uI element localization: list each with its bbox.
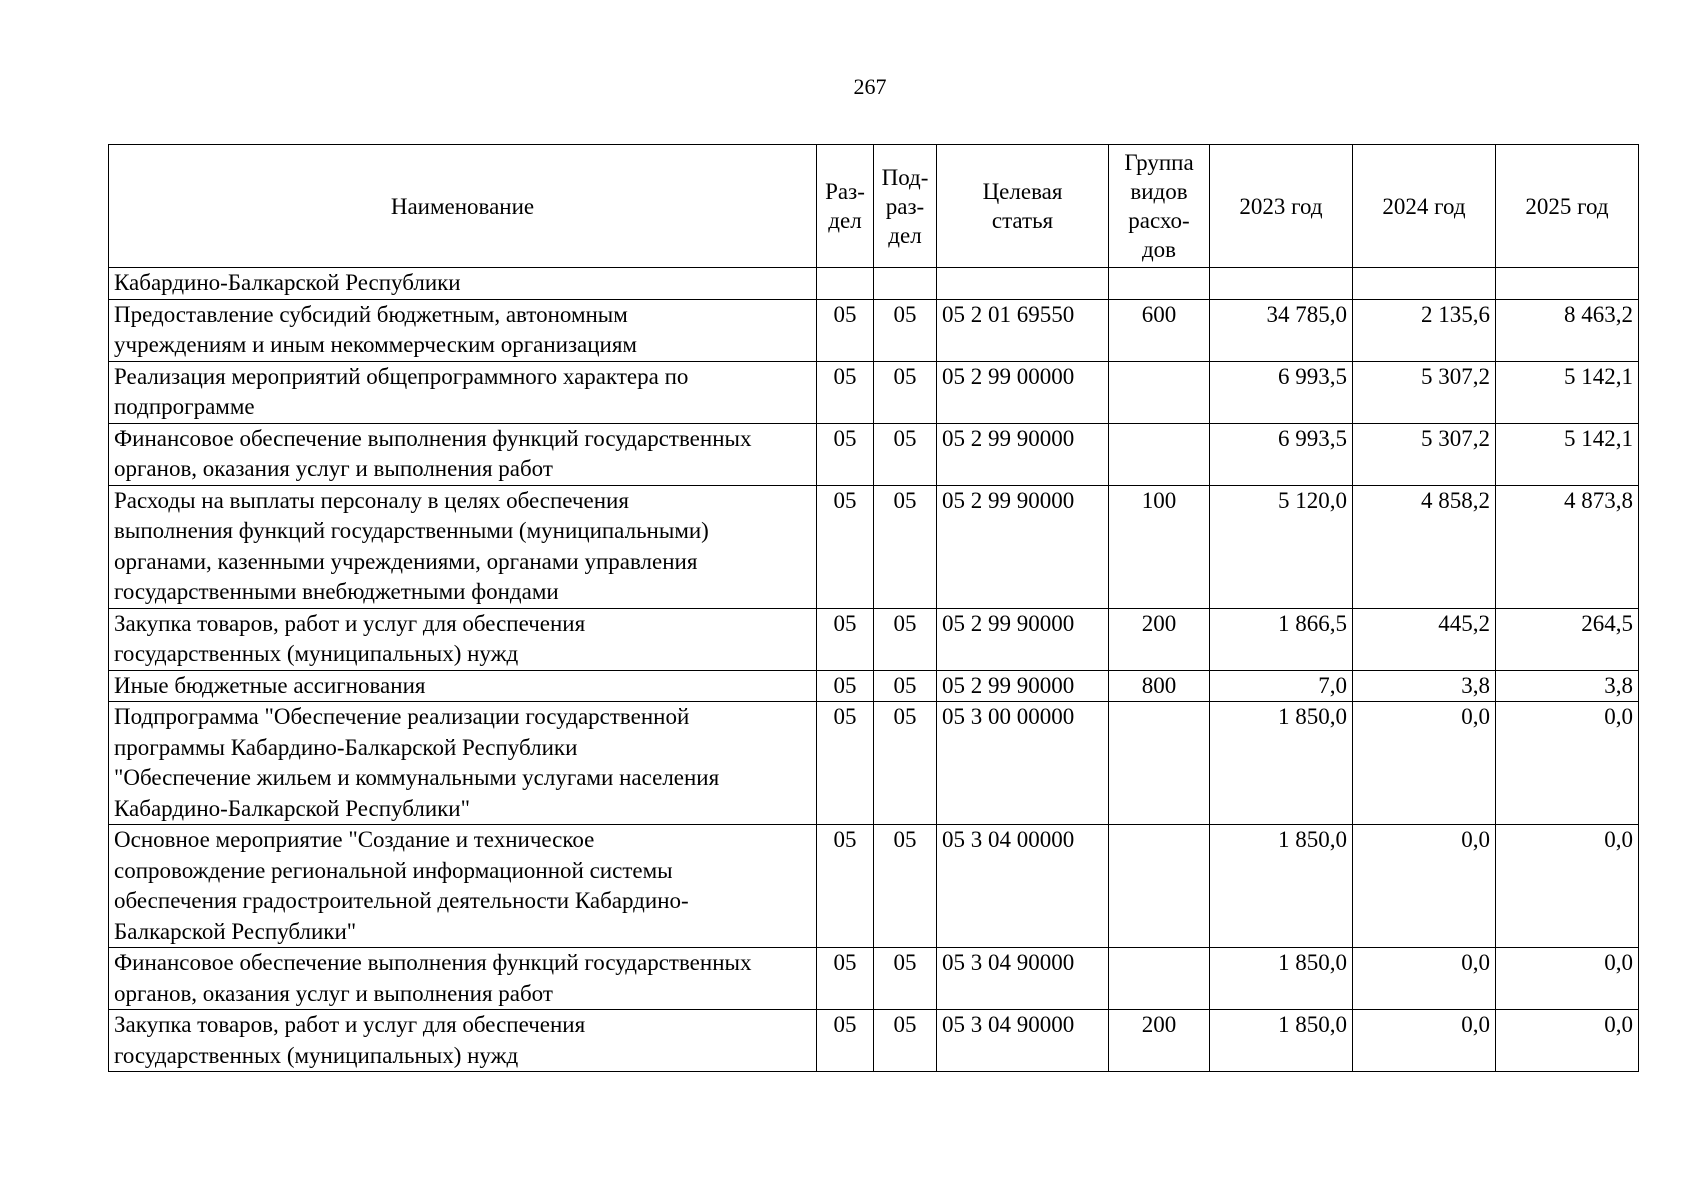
cell-group (1109, 361, 1210, 423)
cell-name: Расходы на выплаты персоналу в целях обеспечения выполнения функций государственными (муниципальными) органами, казенными учреждениями, органами управления государственными внебюджетными фондами (109, 485, 817, 608)
header-name: Наименование (109, 145, 817, 268)
cell-target: 05 2 99 90000 (937, 485, 1109, 608)
cell-2024 (1353, 268, 1496, 300)
cell-target: 05 3 04 00000 (937, 825, 1109, 948)
cell-2024: 445,2 (1353, 608, 1496, 670)
cell-2024: 0,0 (1353, 1010, 1496, 1072)
cell-group (1109, 948, 1210, 1010)
cell-2025: 264,5 (1496, 608, 1639, 670)
cell-podrazdel: 05 (874, 299, 937, 361)
table-header (109, 145, 1639, 268)
cell-name: Закупка товаров, работ и услуг для обеспечения государственных (муниципальных) нужд (109, 1010, 817, 1072)
header-2024: 2024 год (1353, 145, 1496, 268)
cell-2023 (1210, 268, 1353, 300)
budget-table (108, 144, 1639, 1072)
table-row (109, 268, 1639, 300)
cell-razdel: 05 (817, 423, 874, 485)
cell-2024: 2 135,6 (1353, 299, 1496, 361)
table-row (109, 423, 1639, 485)
cell-target: 05 3 00 00000 (937, 702, 1109, 825)
cell-razdel: 05 (817, 670, 874, 702)
header-2025: 2025 год (1496, 145, 1639, 268)
table-body (109, 268, 1639, 1072)
cell-razdel: 05 (817, 1010, 874, 1072)
cell-razdel (817, 268, 874, 300)
cell-2025: 8 463,2 (1496, 299, 1639, 361)
cell-target: 05 2 01 69550 (937, 299, 1109, 361)
cell-razdel: 05 (817, 702, 874, 825)
header-podrazdel: Под- раз- дел (874, 145, 937, 268)
cell-2023: 34 785,0 (1210, 299, 1353, 361)
cell-podrazdel: 05 (874, 670, 937, 702)
table-row (109, 948, 1639, 1010)
cell-2024: 0,0 (1353, 702, 1496, 825)
cell-name: Финансовое обеспечение выполнения функций государственных органов, оказания услуг и выполнения работ (109, 423, 817, 485)
cell-2024: 5 307,2 (1353, 423, 1496, 485)
cell-2025: 5 142,1 (1496, 361, 1639, 423)
page-number: 267 (853, 74, 887, 99)
header-razdel: Раз- дел (817, 145, 874, 268)
table-row (109, 361, 1639, 423)
cell-2023: 1 850,0 (1210, 948, 1353, 1010)
cell-group (1109, 702, 1210, 825)
cell-group: 100 (1109, 485, 1210, 608)
cell-target: 05 2 99 90000 (937, 608, 1109, 670)
cell-group (1109, 268, 1210, 300)
cell-2025: 0,0 (1496, 1010, 1639, 1072)
cell-2023: 5 120,0 (1210, 485, 1353, 608)
cell-group (1109, 423, 1210, 485)
cell-podrazdel: 05 (874, 423, 937, 485)
table-row (109, 485, 1639, 608)
cell-2025: 0,0 (1496, 702, 1639, 825)
table-row (109, 670, 1639, 702)
cell-target: 05 2 99 90000 (937, 423, 1109, 485)
cell-group: 200 (1109, 1010, 1210, 1072)
cell-razdel: 05 (817, 485, 874, 608)
cell-podrazdel: 05 (874, 948, 937, 1010)
cell-2023: 6 993,5 (1210, 361, 1353, 423)
cell-name: Кабардино-Балкарской Республики (109, 268, 817, 300)
header-group: Группа видов расхо- дов (1109, 145, 1210, 268)
cell-2025 (1496, 268, 1639, 300)
table-row (109, 1010, 1639, 1072)
cell-podrazdel: 05 (874, 485, 937, 608)
header-2023: 2023 год (1210, 145, 1353, 268)
cell-2025: 0,0 (1496, 948, 1639, 1010)
cell-podrazdel (874, 268, 937, 300)
header-target: Целевая статья (937, 145, 1109, 268)
cell-razdel: 05 (817, 608, 874, 670)
header-row (109, 145, 1639, 268)
cell-2024: 3,8 (1353, 670, 1496, 702)
cell-razdel: 05 (817, 948, 874, 1010)
cell-name: Предоставление субсидий бюджетным, автономным учреждениям и иным некоммерческим организациям (109, 299, 817, 361)
table-row (109, 608, 1639, 670)
cell-group (1109, 825, 1210, 948)
cell-razdel: 05 (817, 299, 874, 361)
cell-group: 800 (1109, 670, 1210, 702)
cell-2024: 4 858,2 (1353, 485, 1496, 608)
cell-name: Иные бюджетные ассигнования (109, 670, 817, 702)
cell-name: Основное мероприятие "Создание и техническое сопровождение региональной информационной системы обеспечения градостроительной деятельности Кабардино- Балкарской Республики" (109, 825, 817, 948)
cell-podrazdel: 05 (874, 1010, 937, 1072)
cell-name: Подпрограмма "Обеспечение реализации государственной программы Кабардино-Балкарской Республики "Обеспечение жильем и коммунальными услугами населения Кабардино-Балкарской Республики" (109, 702, 817, 825)
cell-2023: 7,0 (1210, 670, 1353, 702)
cell-2023: 1 866,5 (1210, 608, 1353, 670)
table-row (109, 299, 1639, 361)
cell-podrazdel: 05 (874, 608, 937, 670)
cell-2023: 6 993,5 (1210, 423, 1353, 485)
cell-2023: 1 850,0 (1210, 702, 1353, 825)
cell-name: Финансовое обеспечение выполнения функций государственных органов, оказания услуг и выполнения работ (109, 948, 817, 1010)
cell-2025: 0,0 (1496, 825, 1639, 948)
cell-target: 05 2 99 00000 (937, 361, 1109, 423)
cell-podrazdel: 05 (874, 702, 937, 825)
cell-podrazdel: 05 (874, 825, 937, 948)
cell-target (937, 268, 1109, 300)
table-row (109, 702, 1639, 825)
cell-2025: 3,8 (1496, 670, 1639, 702)
cell-razdel: 05 (817, 825, 874, 948)
cell-2025: 5 142,1 (1496, 423, 1639, 485)
cell-group: 600 (1109, 299, 1210, 361)
table-row (109, 825, 1639, 948)
cell-target: 05 2 99 90000 (937, 670, 1109, 702)
cell-2023: 1 850,0 (1210, 825, 1353, 948)
cell-2024: 0,0 (1353, 948, 1496, 1010)
cell-2025: 4 873,8 (1496, 485, 1639, 608)
cell-target: 05 3 04 90000 (937, 1010, 1109, 1072)
cell-razdel: 05 (817, 361, 874, 423)
cell-target: 05 3 04 90000 (937, 948, 1109, 1010)
cell-2024: 5 307,2 (1353, 361, 1496, 423)
cell-name: Закупка товаров, работ и услуг для обеспечения государственных (муниципальных) нужд (109, 608, 817, 670)
cell-name: Реализация мероприятий общепрограммного характера по подпрограмме (109, 361, 817, 423)
cell-group: 200 (1109, 608, 1210, 670)
cell-podrazdel: 05 (874, 361, 937, 423)
cell-2023: 1 850,0 (1210, 1010, 1353, 1072)
cell-2024: 0,0 (1353, 825, 1496, 948)
